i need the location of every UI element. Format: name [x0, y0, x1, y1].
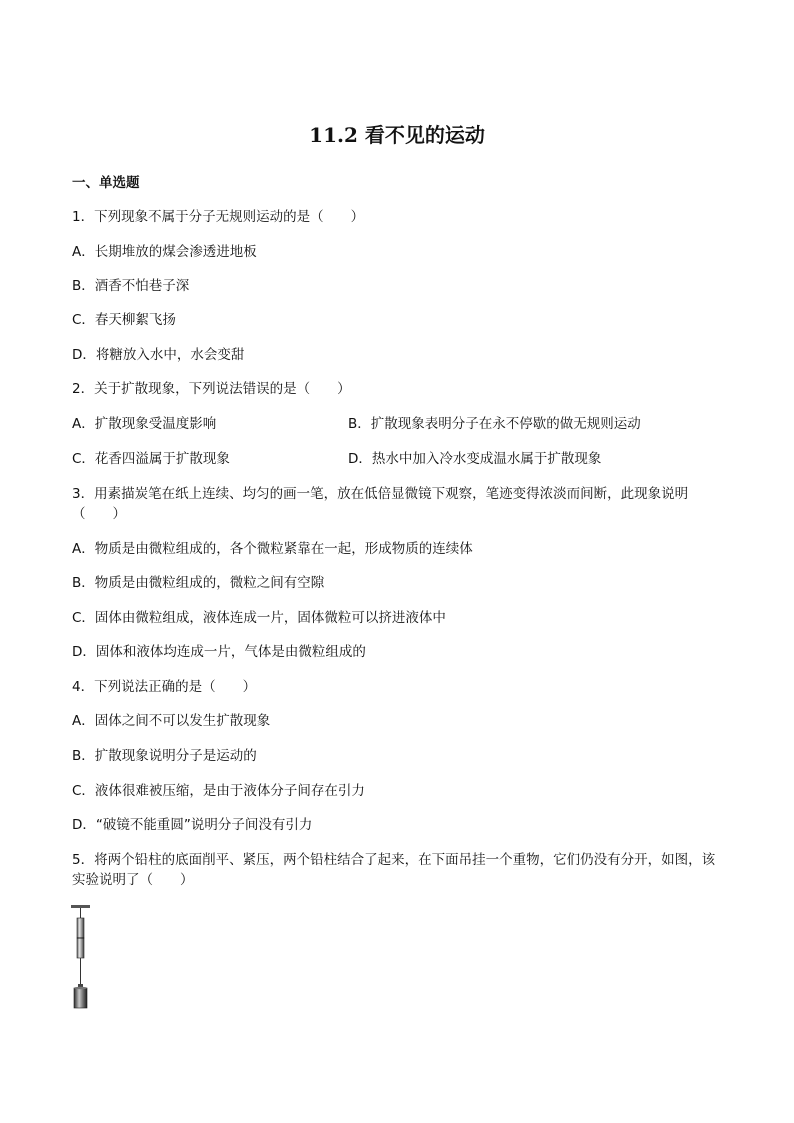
upper-lead-cylinder [77, 918, 84, 938]
question-3-option-d[interactable]: D．固体和液体均连成一片，气体是由微粒组成的 [72, 644, 366, 660]
page-title: 11.2 看不见的运动 [309, 123, 485, 147]
lead-cylinders-figure [68, 904, 94, 1010]
question-1-option-b[interactable]: B．酒香不怕巷子深 [72, 278, 190, 294]
question-4-option-c[interactable]: C．液体很难被压缩，是由于液体分子间存在引力 [72, 783, 365, 799]
question-3-stem: 3．用素描炭笔在纸上连续、均匀的画一笔，放在低倍显微镜下观察，笔迹变得浓淡而间断，此现象说明（ ） [72, 486, 689, 522]
question-2-stem: 2．关于扩散现象，下列说法错误的是（ ） [72, 381, 351, 397]
question-2-option-c[interactable]: C．花香四溢属于扩散现象 [72, 451, 230, 467]
question-1-option-c[interactable]: C．春天柳絮飞扬 [72, 312, 176, 328]
support-hook [71, 905, 90, 918]
question-2-option-d[interactable]: D．热水中加入冷水变成温水属于扩散现象 [348, 451, 602, 467]
hanging-weight [74, 984, 87, 1008]
question-3-option-c[interactable]: C．固体由微粒组成，液体连成一片，固体微粒可以挤进液体中 [72, 610, 446, 626]
lower-lead-cylinder [77, 938, 84, 958]
question-3-option-b[interactable]: B．物质是由微粒组成的，微粒之间有空隙 [72, 575, 325, 591]
question-3-option-a[interactable]: A．物质是由微粒组成的，各个微粒紧靠在一起，形成物质的连续体 [72, 541, 473, 557]
question-2-option-a[interactable]: A．扩散现象受温度影响 [72, 416, 217, 432]
question-4-option-a[interactable]: A．固体之间不可以发生扩散现象 [72, 713, 271, 729]
question-1-option-d[interactable]: D．将糖放入水中，水会变甜 [72, 347, 245, 363]
question-4-stem: 4．下列说法正确的是（ ） [72, 679, 257, 695]
section-heading: 一、单选题 [72, 175, 140, 191]
question-1-option-a[interactable]: A．长期堆放的煤会渗透进地板 [72, 244, 257, 260]
question-4-option-d[interactable]: D．“破镜不能重圆”说明分子间没有引力 [72, 817, 313, 833]
question-5-stem: 5．将两个铅柱的底面削平、紧压，两个铅柱结合了起来，在下面吊挂一个重物，它们仍没有分开，如图，该实验说明了（ ） [72, 852, 716, 888]
question-4-option-b[interactable]: B．扩散现象说明分子是运动的 [72, 748, 257, 764]
question-2-option-b[interactable]: B．扩散现象表明分子在永不停歇的做无规则运动 [348, 416, 641, 432]
question-1-stem: 1．下列现象不属于分子无规则运动的是（ ） [72, 209, 365, 225]
